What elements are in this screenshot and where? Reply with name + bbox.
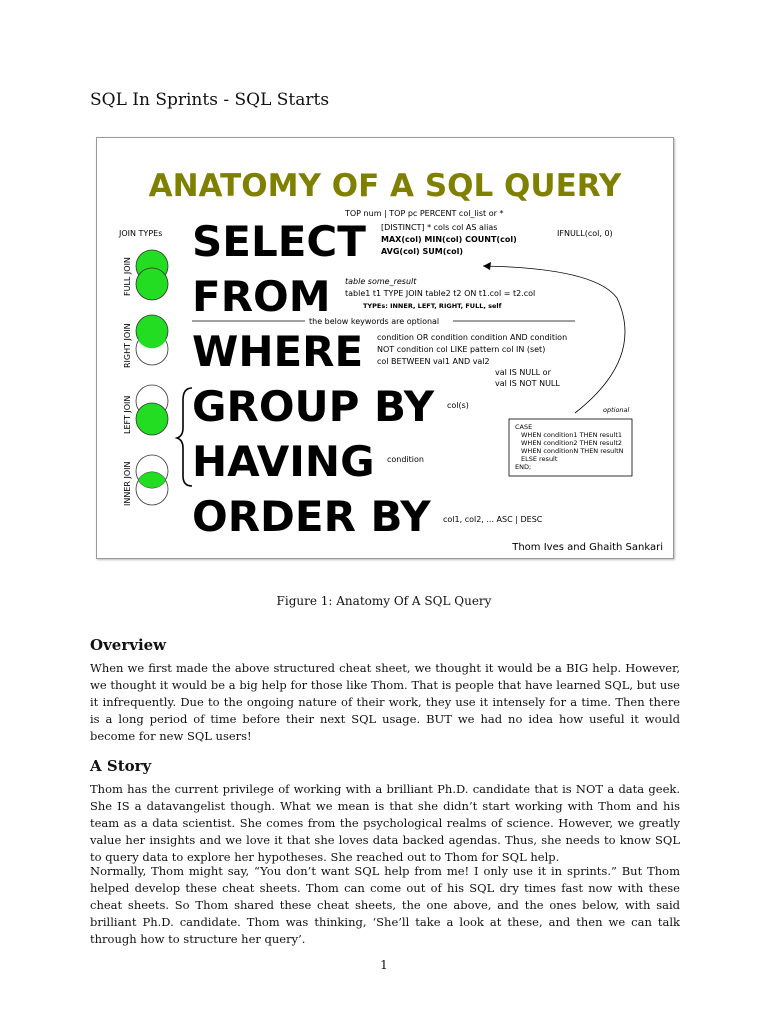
where-note-4: val IS NULL or <box>495 368 551 377</box>
full-join-label: FULL JOIN <box>123 257 132 296</box>
story-paragraph-1: Thom has the current privilege of working with a brilliant Ph.D. candidate that is NOT a data geek. She IS a datavangelist though. What we mean is that she didn’t start working with Thom and his team as a data scientist. She comes from the psychological realms of science. However, we greatly value her insights and we love it that she loves data backed agendas. Thus, she needs to know SQL to query data to explore her hypotheses. She reached out to Thom for SQL help. <box>90 782 680 864</box>
right-join-venn-icon <box>136 315 168 365</box>
from-note-3: TYPEs: INNER, LEFT, RIGHT, FULL, self <box>363 302 502 310</box>
where-note-1: condition OR condition condition AND condition <box>377 333 568 342</box>
keyword-where: WHERE <box>192 327 364 376</box>
having-note: condition <box>387 455 424 464</box>
story-paragraph-2: Normally, Thom might say, “You don’t want SQL help from me! I only use it in sprints.” But Thom helped develop these cheat sheets. Thom can come out of his SQL dry times fast now with these cheat sheets. So Thom shared these cheat sheets, the one above, and the ones below, with said brilliant Ph.D. candidate. Thom was thinking, ‘She’ll take a look at these, and then we can talk through how to structure her query’. <box>90 864 680 946</box>
optional-divider-label: the below keywords are optional <box>309 317 440 326</box>
keyword-order-by: ORDER BY <box>192 492 431 541</box>
case-line-2: WHEN condition1 THEN result1 <box>521 431 623 439</box>
group-brace-icon <box>177 388 192 486</box>
left-join-venn-icon <box>136 385 168 435</box>
keyword-having: HAVING <box>192 437 375 486</box>
figure-graphic <box>97 138 673 558</box>
select-note-4: AVG(col) SUM(col) <box>381 247 463 256</box>
figure-credit: Thom Ives and Ghaith Sankari <box>512 542 663 553</box>
full-join-venn-icon <box>136 250 168 300</box>
document-title: SQL In Sprints - SQL Starts <box>90 90 330 110</box>
case-line-6: END; <box>515 463 532 471</box>
order-by-note: col1, col2, ... ASC | DESC <box>443 515 543 524</box>
group-by-note: col(s) <box>447 401 469 410</box>
section-heading-story: A Story <box>90 757 152 775</box>
figure-caption: Figure 1: Anatomy Of A SQL Query <box>276 594 492 608</box>
section-heading-overview: Overview <box>90 636 167 654</box>
where-note-5: val IS NOT NULL <box>495 379 560 388</box>
case-line-4: WHEN conditionN THEN resultN <box>521 447 624 455</box>
from-note-2: table1 t1 TYPE JOIN table2 t2 ON t1.col = t2.col <box>345 289 536 298</box>
figure-title: ANATOMY OF A SQL QUERY <box>148 168 622 204</box>
inner-join-label: INNER JOIN <box>123 461 132 506</box>
right-join-label: RIGHT JOIN <box>123 323 132 368</box>
sql-anatomy-figure <box>96 137 674 559</box>
page-number: 1 <box>380 958 388 972</box>
case-line-3: WHEN condition2 THEN result2 <box>521 439 623 447</box>
optional-label: optional <box>603 406 630 414</box>
select-note-1: TOP num | TOP pc PERCENT col_list or * <box>345 209 504 218</box>
inner-join-venn-icon <box>136 455 168 505</box>
left-join-label: LEFT JOIN <box>123 395 132 434</box>
overview-paragraph: When we first made the above structured cheat sheet, we thought it would be a BIG help. However, we thought it would be a big help for those like Thom. That is people that have learned SQL, but use it infrequently. Due to the ongoing nature of their work, they use it intensely for a time. Then there is a long period of time before their next SQL usage. BUT we had no idea how useful it would become for new SQL users! <box>90 661 680 743</box>
select-note-3: MAX(col) MIN(col) COUNT(col) <box>381 235 517 244</box>
case-line-5: ELSE result <box>521 455 558 463</box>
from-note-1: table some_result <box>345 277 417 286</box>
keyword-group-by: GROUP BY <box>192 382 435 431</box>
select-note-2: [DISTINCT] * cols col AS alias <box>381 223 498 232</box>
join-types-label: JOIN TYPEs <box>119 229 163 238</box>
ifnull-note: IFNULL(col, 0) <box>557 229 613 238</box>
keyword-from: FROM <box>192 272 331 321</box>
where-note-2: NOT condition col LIKE pattern col IN (set) <box>377 345 546 354</box>
keyword-select: SELECT <box>192 217 366 266</box>
where-note-3: col BETWEEN val1 AND val2 <box>377 357 490 366</box>
case-line-1: CASE <box>515 423 533 431</box>
